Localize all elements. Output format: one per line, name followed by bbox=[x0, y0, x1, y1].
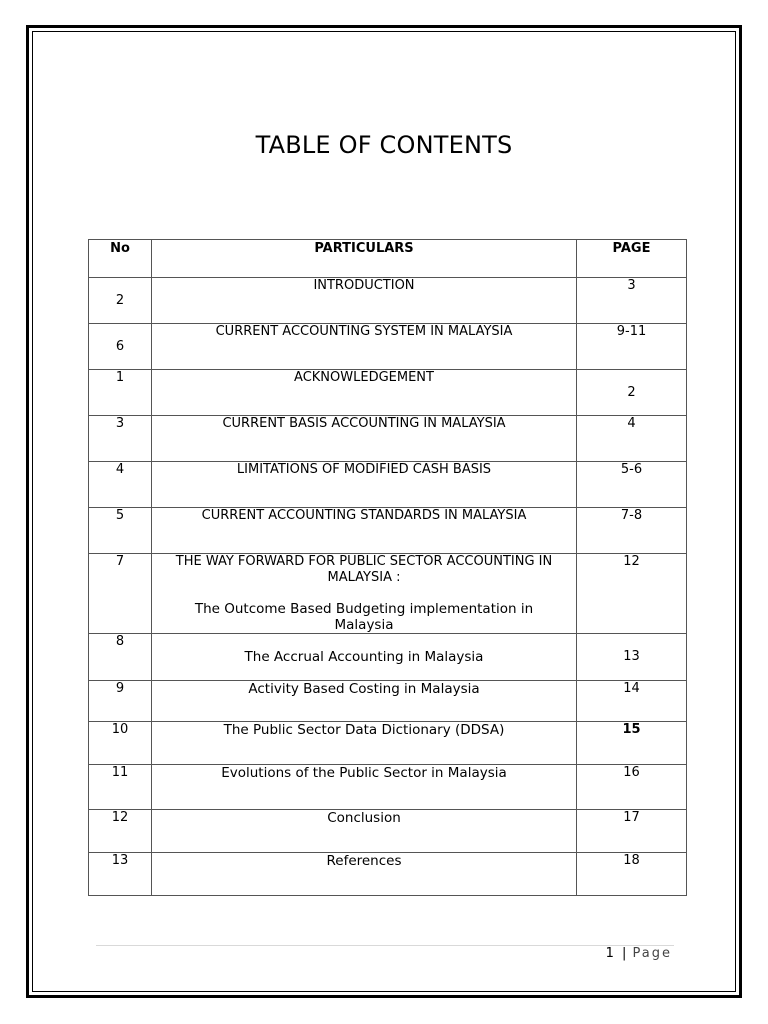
row-page: 13 bbox=[623, 649, 640, 664]
row-particulars: Evolutions of the Public Sector in Malaysia bbox=[221, 765, 507, 781]
table-row bbox=[89, 765, 687, 810]
row-page: 16 bbox=[623, 765, 640, 780]
row-page: 15 bbox=[622, 722, 641, 737]
page-label: Page bbox=[632, 946, 672, 961]
row-no: 1 bbox=[115, 370, 125, 385]
row-no: 13 bbox=[111, 853, 129, 868]
row-page: 9-11 bbox=[616, 324, 647, 339]
row-particulars: ACKNOWLEDGEMENT bbox=[294, 370, 434, 385]
row-particulars: The Public Sector Data Dictionary (DDSA) bbox=[223, 722, 505, 738]
header-particulars: PARTICULARS bbox=[152, 240, 577, 278]
table-row bbox=[89, 634, 687, 681]
row-particulars: INTRODUCTION bbox=[313, 278, 415, 293]
row-no: 4 bbox=[115, 462, 125, 477]
header-page: PAGE bbox=[577, 240, 687, 278]
table-row bbox=[89, 554, 687, 634]
page-footer bbox=[606, 946, 672, 961]
footer-divider bbox=[96, 945, 674, 946]
page-number: 1 bbox=[605, 946, 616, 961]
table-row bbox=[89, 324, 687, 370]
row-page: 17 bbox=[623, 810, 640, 825]
table-row bbox=[89, 722, 687, 765]
row-no: 7 bbox=[115, 554, 125, 569]
row-page: 3 bbox=[627, 278, 636, 293]
table-header-row bbox=[89, 240, 687, 278]
row-page: 18 bbox=[623, 853, 640, 868]
toc-table bbox=[88, 239, 687, 896]
row-page: 2 bbox=[627, 385, 636, 400]
row-particulars: CURRENT ACCOUNTING STANDARDS IN MALAYSIA bbox=[201, 508, 527, 523]
table-row bbox=[89, 462, 687, 508]
row-particulars: LIMITATIONS OF MODIFIED CASH BASIS bbox=[236, 462, 492, 477]
header-no: No bbox=[89, 240, 152, 278]
table-row bbox=[89, 508, 687, 554]
row-page: 4 bbox=[627, 416, 636, 431]
row-no: 2 bbox=[115, 293, 125, 308]
row-page: 12 bbox=[623, 554, 640, 569]
row-particulars: Conclusion bbox=[327, 810, 401, 826]
row-particulars: THE WAY FORWARD FOR PUBLIC SECTOR ACCOUNTING IN MALAYSIA : bbox=[175, 554, 553, 585]
table-row bbox=[89, 853, 687, 896]
row-no: 3 bbox=[115, 416, 125, 431]
table-row bbox=[89, 278, 687, 324]
table-row bbox=[89, 810, 687, 853]
page-title: TABLE OF CONTENTS bbox=[255, 131, 513, 159]
row-no: 9 bbox=[115, 681, 125, 696]
row-particulars-sub: The Outcome Based Budgeting implementation in Malaysia bbox=[194, 601, 534, 633]
table-row bbox=[89, 370, 687, 416]
row-no: 10 bbox=[111, 722, 129, 737]
row-no: 11 bbox=[111, 765, 129, 780]
row-no: 5 bbox=[115, 508, 125, 523]
table-row bbox=[89, 681, 687, 722]
page-separator: | bbox=[621, 946, 627, 961]
row-no: 12 bbox=[111, 810, 129, 825]
row-page: 5-6 bbox=[620, 462, 643, 477]
row-particulars: CURRENT ACCOUNTING SYSTEM IN MALAYSIA bbox=[215, 324, 513, 339]
row-no: 8 bbox=[115, 634, 125, 649]
row-page: 14 bbox=[623, 681, 640, 696]
row-no: 6 bbox=[115, 339, 125, 354]
row-particulars: CURRENT BASIS ACCOUNTING IN MALAYSIA bbox=[222, 416, 506, 431]
row-particulars: The Accrual Accounting in Malaysia bbox=[244, 649, 484, 665]
table-row bbox=[89, 416, 687, 462]
row-particulars: References bbox=[326, 853, 402, 869]
row-particulars: Activity Based Costing in Malaysia bbox=[248, 681, 480, 697]
row-page: 7-8 bbox=[620, 508, 643, 523]
